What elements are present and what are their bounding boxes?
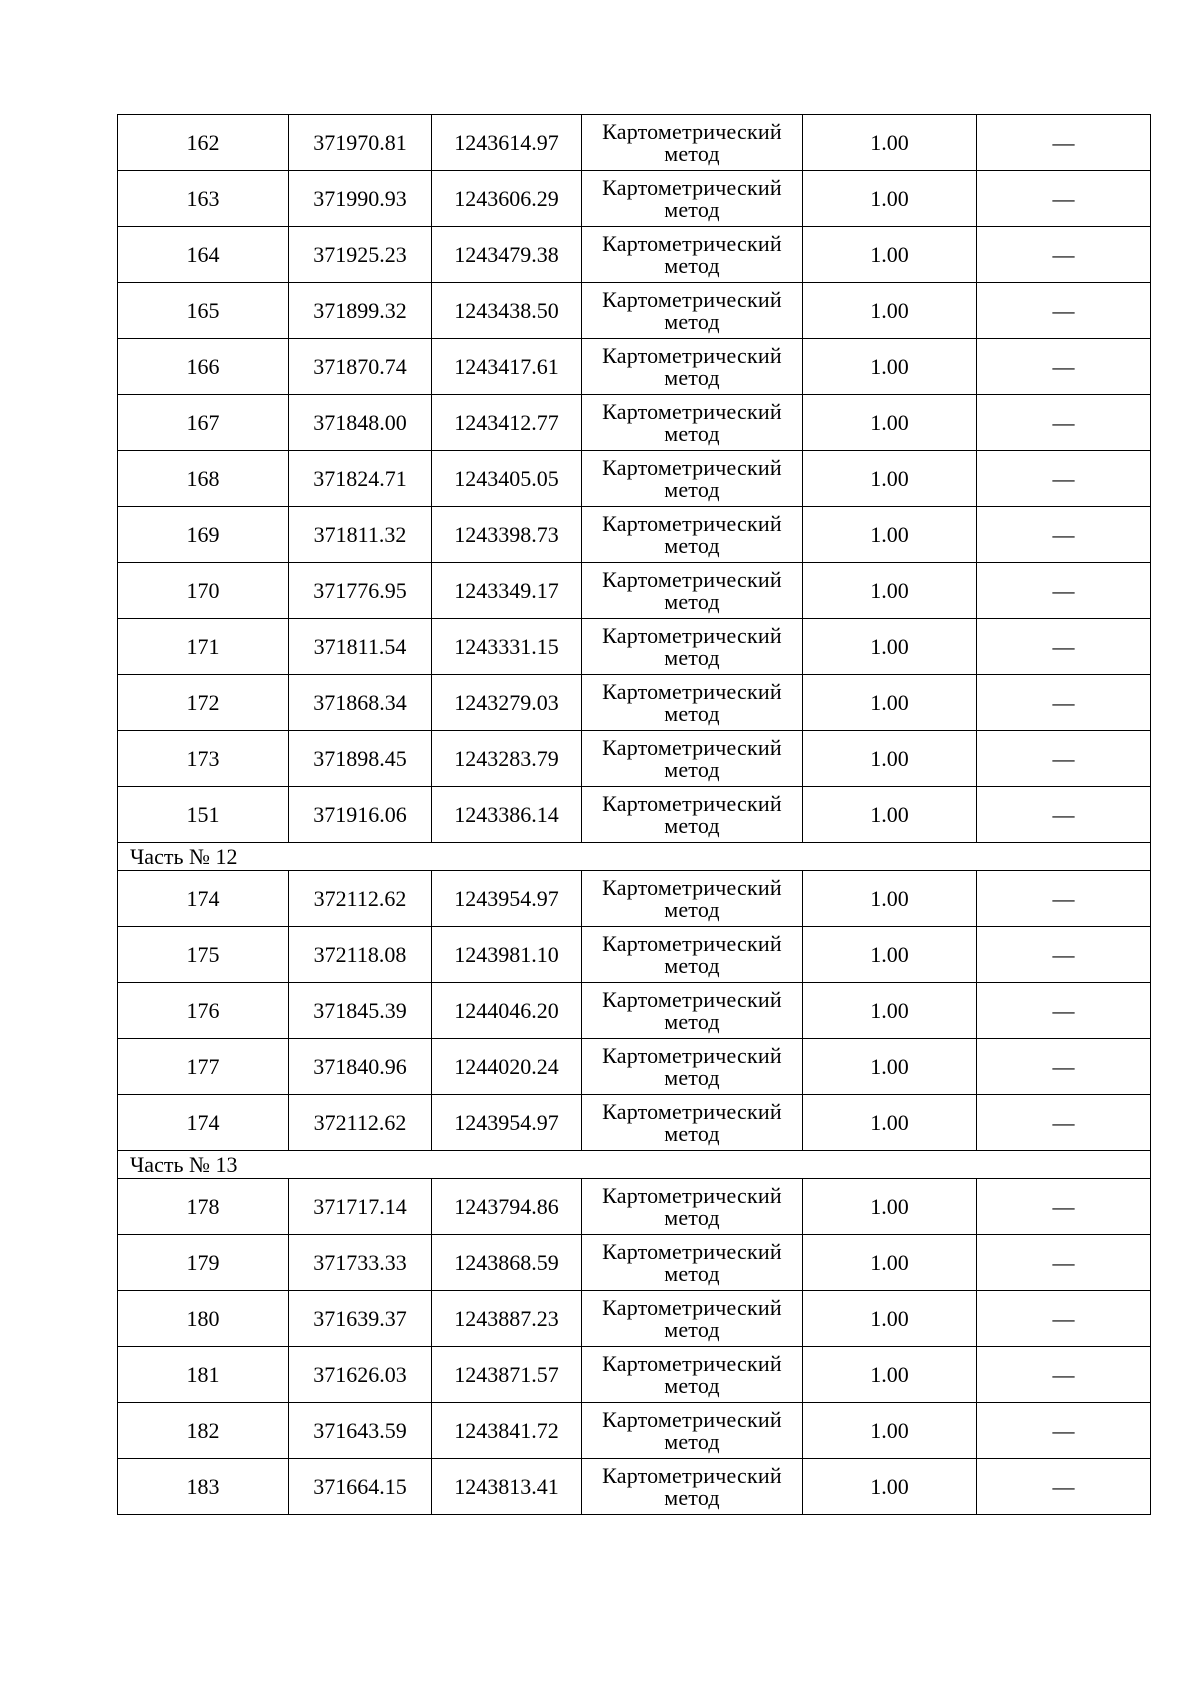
y-coordinate-cell: 1243438.50 (432, 283, 582, 339)
x-coordinate-cell: 371811.54 (289, 619, 432, 675)
y-coordinate-cell: 1243981.10 (432, 927, 582, 983)
x-coordinate-cell: 372112.62 (289, 1095, 432, 1151)
table-row (118, 1039, 1151, 1095)
description-cell: — (977, 675, 1151, 731)
accuracy-cell: 1.00 (803, 227, 977, 283)
method-cell: Картометрический метод (582, 563, 803, 619)
y-coordinate-cell: 1243887.23 (432, 1291, 582, 1347)
accuracy-cell: 1.00 (803, 1459, 977, 1515)
description-cell: — (977, 1235, 1151, 1291)
point-number-cell: 166 (118, 339, 289, 395)
x-coordinate-cell: 371925.23 (289, 227, 432, 283)
point-number-cell: 178 (118, 1179, 289, 1235)
y-coordinate-cell: 1243479.38 (432, 227, 582, 283)
section-header-row (118, 843, 1151, 871)
table-row (118, 1095, 1151, 1151)
x-coordinate-cell: 371824.71 (289, 451, 432, 507)
y-coordinate-cell: 1243614.97 (432, 115, 582, 171)
x-coordinate-cell: 371664.15 (289, 1459, 432, 1515)
y-coordinate-cell: 1243954.97 (432, 871, 582, 927)
y-coordinate-cell: 1243954.97 (432, 1095, 582, 1151)
point-number-cell: 167 (118, 395, 289, 451)
method-cell: Картометрический метод (582, 619, 803, 675)
method-cell: Картометрический метод (582, 983, 803, 1039)
x-coordinate-cell: 371870.74 (289, 339, 432, 395)
x-coordinate-cell: 372118.08 (289, 927, 432, 983)
table-row (118, 619, 1151, 675)
y-coordinate-cell: 1244020.24 (432, 1039, 582, 1095)
y-coordinate-cell: 1243417.61 (432, 339, 582, 395)
point-number-cell: 151 (118, 787, 289, 843)
point-number-cell: 164 (118, 227, 289, 283)
table-row (118, 1347, 1151, 1403)
point-number-cell: 173 (118, 731, 289, 787)
method-cell: Картометрический метод (582, 451, 803, 507)
y-coordinate-cell: 1243813.41 (432, 1459, 582, 1515)
description-cell: — (977, 339, 1151, 395)
y-coordinate-cell: 1243412.77 (432, 395, 582, 451)
accuracy-cell: 1.00 (803, 339, 977, 395)
method-cell: Картометрический метод (582, 339, 803, 395)
point-number-cell: 175 (118, 927, 289, 983)
method-cell: Картометрический метод (582, 1459, 803, 1515)
method-cell: Картометрический метод (582, 1235, 803, 1291)
x-coordinate-cell: 371868.34 (289, 675, 432, 731)
description-cell: — (977, 619, 1151, 675)
x-coordinate-cell: 371848.00 (289, 395, 432, 451)
y-coordinate-cell: 1243871.57 (432, 1347, 582, 1403)
description-cell: — (977, 1347, 1151, 1403)
method-cell: Картометрический метод (582, 1095, 803, 1151)
description-cell: — (977, 983, 1151, 1039)
accuracy-cell: 1.00 (803, 1095, 977, 1151)
accuracy-cell: 1.00 (803, 1179, 977, 1235)
section-label: Часть № 13 (118, 1151, 1151, 1179)
description-cell: — (977, 787, 1151, 843)
description-cell: — (977, 1403, 1151, 1459)
description-cell: — (977, 1291, 1151, 1347)
x-coordinate-cell: 371811.32 (289, 507, 432, 563)
point-number-cell: 181 (118, 1347, 289, 1403)
coordinates-table (117, 114, 1151, 1515)
y-coordinate-cell: 1243606.29 (432, 171, 582, 227)
point-number-cell: 174 (118, 871, 289, 927)
table-row (118, 731, 1151, 787)
accuracy-cell: 1.00 (803, 1235, 977, 1291)
accuracy-cell: 1.00 (803, 171, 977, 227)
table-row (118, 395, 1151, 451)
point-number-cell: 165 (118, 283, 289, 339)
accuracy-cell: 1.00 (803, 1039, 977, 1095)
description-cell: — (977, 507, 1151, 563)
y-coordinate-cell: 1243279.03 (432, 675, 582, 731)
accuracy-cell: 1.00 (803, 675, 977, 731)
point-number-cell: 179 (118, 1235, 289, 1291)
table-row (118, 227, 1151, 283)
x-coordinate-cell: 371639.37 (289, 1291, 432, 1347)
x-coordinate-cell: 371899.32 (289, 283, 432, 339)
method-cell: Картометрический метод (582, 1039, 803, 1095)
table-row (118, 927, 1151, 983)
description-cell: — (977, 227, 1151, 283)
x-coordinate-cell: 371845.39 (289, 983, 432, 1039)
method-cell: Картометрический метод (582, 871, 803, 927)
accuracy-cell: 1.00 (803, 115, 977, 171)
point-number-cell: 176 (118, 983, 289, 1039)
accuracy-cell: 1.00 (803, 1403, 977, 1459)
accuracy-cell: 1.00 (803, 563, 977, 619)
table-row (118, 1459, 1151, 1515)
table-row (118, 787, 1151, 843)
table-row (118, 983, 1151, 1039)
method-cell: Картометрический метод (582, 283, 803, 339)
description-cell: — (977, 1179, 1151, 1235)
point-number-cell: 169 (118, 507, 289, 563)
accuracy-cell: 1.00 (803, 871, 977, 927)
point-number-cell: 177 (118, 1039, 289, 1095)
point-number-cell: 171 (118, 619, 289, 675)
x-coordinate-cell: 371990.93 (289, 171, 432, 227)
accuracy-cell: 1.00 (803, 983, 977, 1039)
x-coordinate-cell: 371898.45 (289, 731, 432, 787)
accuracy-cell: 1.00 (803, 395, 977, 451)
y-coordinate-cell: 1243331.15 (432, 619, 582, 675)
method-cell: Картометрический метод (582, 787, 803, 843)
table-row (118, 1235, 1151, 1291)
point-number-cell: 162 (118, 115, 289, 171)
y-coordinate-cell: 1243405.05 (432, 451, 582, 507)
x-coordinate-cell: 371840.96 (289, 1039, 432, 1095)
x-coordinate-cell: 371970.81 (289, 115, 432, 171)
method-cell: Картометрический метод (582, 1291, 803, 1347)
accuracy-cell: 1.00 (803, 731, 977, 787)
accuracy-cell: 1.00 (803, 619, 977, 675)
table-row (118, 675, 1151, 731)
table-row (118, 1403, 1151, 1459)
table-row (118, 171, 1151, 227)
method-cell: Картометрический метод (582, 1179, 803, 1235)
x-coordinate-cell: 371717.14 (289, 1179, 432, 1235)
description-cell: — (977, 563, 1151, 619)
description-cell: — (977, 927, 1151, 983)
accuracy-cell: 1.00 (803, 1347, 977, 1403)
description-cell: — (977, 115, 1151, 171)
y-coordinate-cell: 1243349.17 (432, 563, 582, 619)
x-coordinate-cell: 371916.06 (289, 787, 432, 843)
description-cell: — (977, 731, 1151, 787)
x-coordinate-cell: 372112.62 (289, 871, 432, 927)
method-cell: Картометрический метод (582, 395, 803, 451)
point-number-cell: 168 (118, 451, 289, 507)
table-row (118, 871, 1151, 927)
description-cell: — (977, 1095, 1151, 1151)
method-cell: Картометрический метод (582, 115, 803, 171)
y-coordinate-cell: 1243841.72 (432, 1403, 582, 1459)
description-cell: — (977, 1459, 1151, 1515)
point-number-cell: 180 (118, 1291, 289, 1347)
y-coordinate-cell: 1243283.79 (432, 731, 582, 787)
description-cell: — (977, 395, 1151, 451)
description-cell: — (977, 283, 1151, 339)
method-cell: Картометрический метод (582, 927, 803, 983)
x-coordinate-cell: 371776.95 (289, 563, 432, 619)
method-cell: Картометрический метод (582, 1403, 803, 1459)
method-cell: Картометрический метод (582, 731, 803, 787)
table-row (118, 507, 1151, 563)
table-row (118, 1291, 1151, 1347)
x-coordinate-cell: 371643.59 (289, 1403, 432, 1459)
table-row (118, 451, 1151, 507)
point-number-cell: 172 (118, 675, 289, 731)
coordinates-table-body (118, 115, 1151, 1515)
point-number-cell: 182 (118, 1403, 289, 1459)
y-coordinate-cell: 1243398.73 (432, 507, 582, 563)
table-row (118, 283, 1151, 339)
point-number-cell: 170 (118, 563, 289, 619)
table-row (118, 115, 1151, 171)
description-cell: — (977, 451, 1151, 507)
method-cell: Картометрический метод (582, 507, 803, 563)
description-cell: — (977, 171, 1151, 227)
accuracy-cell: 1.00 (803, 451, 977, 507)
accuracy-cell: 1.00 (803, 283, 977, 339)
description-cell: — (977, 871, 1151, 927)
y-coordinate-cell: 1244046.20 (432, 983, 582, 1039)
table-row (118, 339, 1151, 395)
y-coordinate-cell: 1243868.59 (432, 1235, 582, 1291)
x-coordinate-cell: 371733.33 (289, 1235, 432, 1291)
accuracy-cell: 1.00 (803, 507, 977, 563)
table-row (118, 1179, 1151, 1235)
point-number-cell: 163 (118, 171, 289, 227)
point-number-cell: 174 (118, 1095, 289, 1151)
accuracy-cell: 1.00 (803, 1291, 977, 1347)
method-cell: Картометрический метод (582, 1347, 803, 1403)
section-header-row (118, 1151, 1151, 1179)
method-cell: Картометрический метод (582, 171, 803, 227)
table-row (118, 563, 1151, 619)
x-coordinate-cell: 371626.03 (289, 1347, 432, 1403)
y-coordinate-cell: 1243386.14 (432, 787, 582, 843)
accuracy-cell: 1.00 (803, 927, 977, 983)
accuracy-cell: 1.00 (803, 787, 977, 843)
point-number-cell: 183 (118, 1459, 289, 1515)
description-cell: — (977, 1039, 1151, 1095)
y-coordinate-cell: 1243794.86 (432, 1179, 582, 1235)
section-label: Часть № 12 (118, 843, 1151, 871)
method-cell: Картометрический метод (582, 227, 803, 283)
method-cell: Картометрический метод (582, 675, 803, 731)
